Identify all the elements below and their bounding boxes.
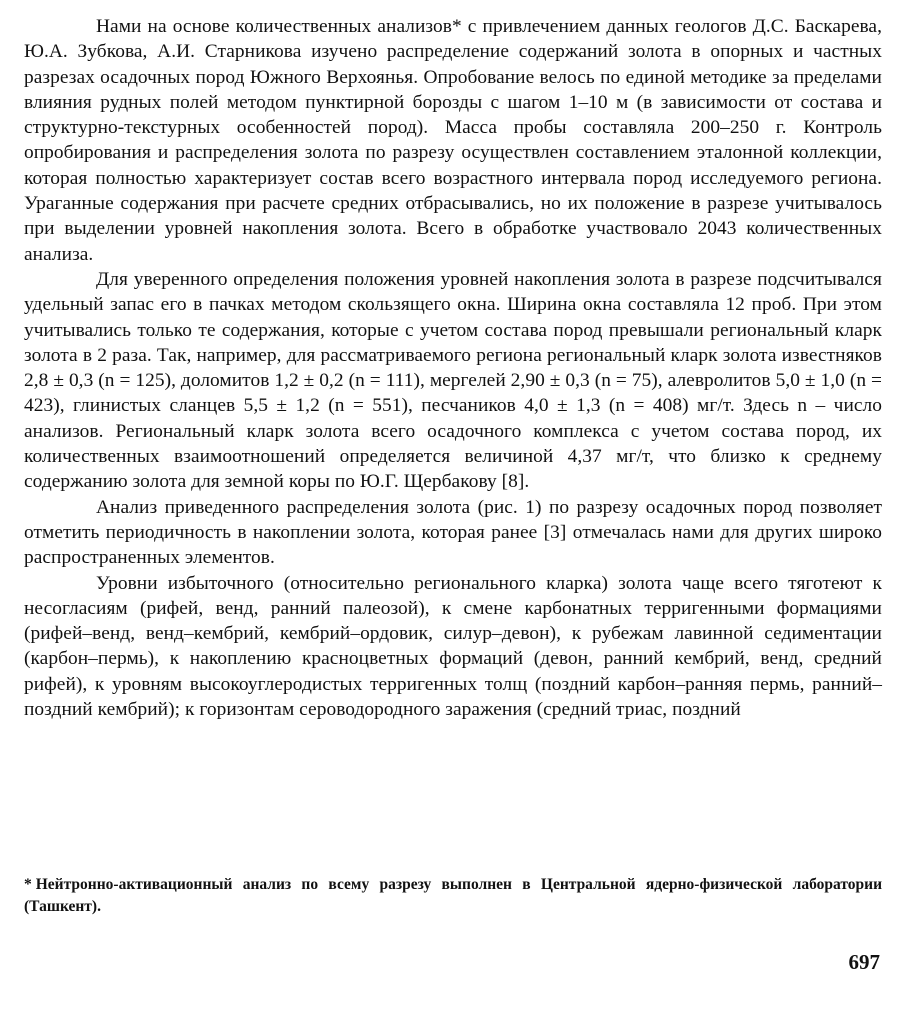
footnote-mark: * <box>24 876 32 893</box>
paragraph-2: Для уверенного определения положения уровней накопления золота в разрезе подсчитывался удельный запас его в пачках методом скользящего окна. Ширина окна составляла 12 проб. При этом учитывались только те содержания, которые с учетом состава пород превышали региональный кларк золота в 2 раза. Так, например, для рассматриваемого региона региональный кларк золота известняков 2,8 ± 0,3 (n = 125), доломитов 1,2 ± 0,2 (n = 111), мергелей 2,90 ± 0,3 (n = 75), алевролитов 5,0 ± 1,0 (n = 423), глинистых сланцев 5,5 ± 1,2 (n = 551), песчаников 4,0 ± 1,3 (n = 408) мг/т. Здесь n – число анализов. Региональный кларк золота всего осадочного комплекса с учетом состава пород, их количественных взаимоотношений определяется величиной 4,37 мг/т, что близко к среднему содержанию золота для земной коры по Ю.Г. Щербакову [8]. <box>24 268 882 493</box>
paragraph-1: Нами на основе количественных анализов* с привлечением данных геологов Д.С. Баскарева, Ю.А. Зубкова, А.И. Старникова изучено распределение содержаний золота в опорных и частных разрезах осадочных пород Южного Верхоянья. Опробование велось по единой методике за пределами влияния рудных полей методом пунктирной борозды с шагом 1–10 м (в зависимости от состава и структурно-текстурных особенностей пород). Масса пробы составляла 200–250 г. Контроль опробирования и распределения золота по разрезу осуществлен составлением эталонной коллекции, которая полностью характеризует состав всего возрастного интервала пород исследуемого региона. Ураганные содержания при расчете средних отбрасывались, но их положение в разрезе учитывалось при выделении уровней накопления золота. Всего в обработке участвовало 2043 количественных анализа. <box>24 16 882 265</box>
footnote-text-line <box>24 874 882 918</box>
footnote <box>24 874 882 918</box>
main-text <box>24 14 882 722</box>
paragraph-3: Анализ приведенного распределения золота (рис. 1) по разрезу осадочных пород позволяет отметить периодичность в накоплении золота, которая ранее [3] отмечалась нами для других широко распространенных элементов. <box>24 496 882 569</box>
page-number: 697 <box>848 950 880 974</box>
paragraph-4: Уровни избыточного (относительно регионального кларка) золота чаще всего тяготеют к несогласиям (рифей, венд, ранний палеозой), к смене карбонатных терригенными формациями (рифей–венд, венд–кембрий, кембрий–ордовик, силур–девон), к рубежам лавинной седиментации (карбон–пермь), к накоплению красноцветных формаций (девон, ранний кембрий, венд, средний рифей), к уровням высокоуглеродистых терригенных толщ (поздний карбон–ранняя пермь, ранний–поздний кембрий); к горизонтам сероводородного заражения (средний триас, поздний <box>24 572 882 721</box>
footnote-text: Нейтронно-активационный анализ по всему разрезу выполнен в Центральной ядерно-физической лаборатории (Ташкент). <box>24 876 882 915</box>
